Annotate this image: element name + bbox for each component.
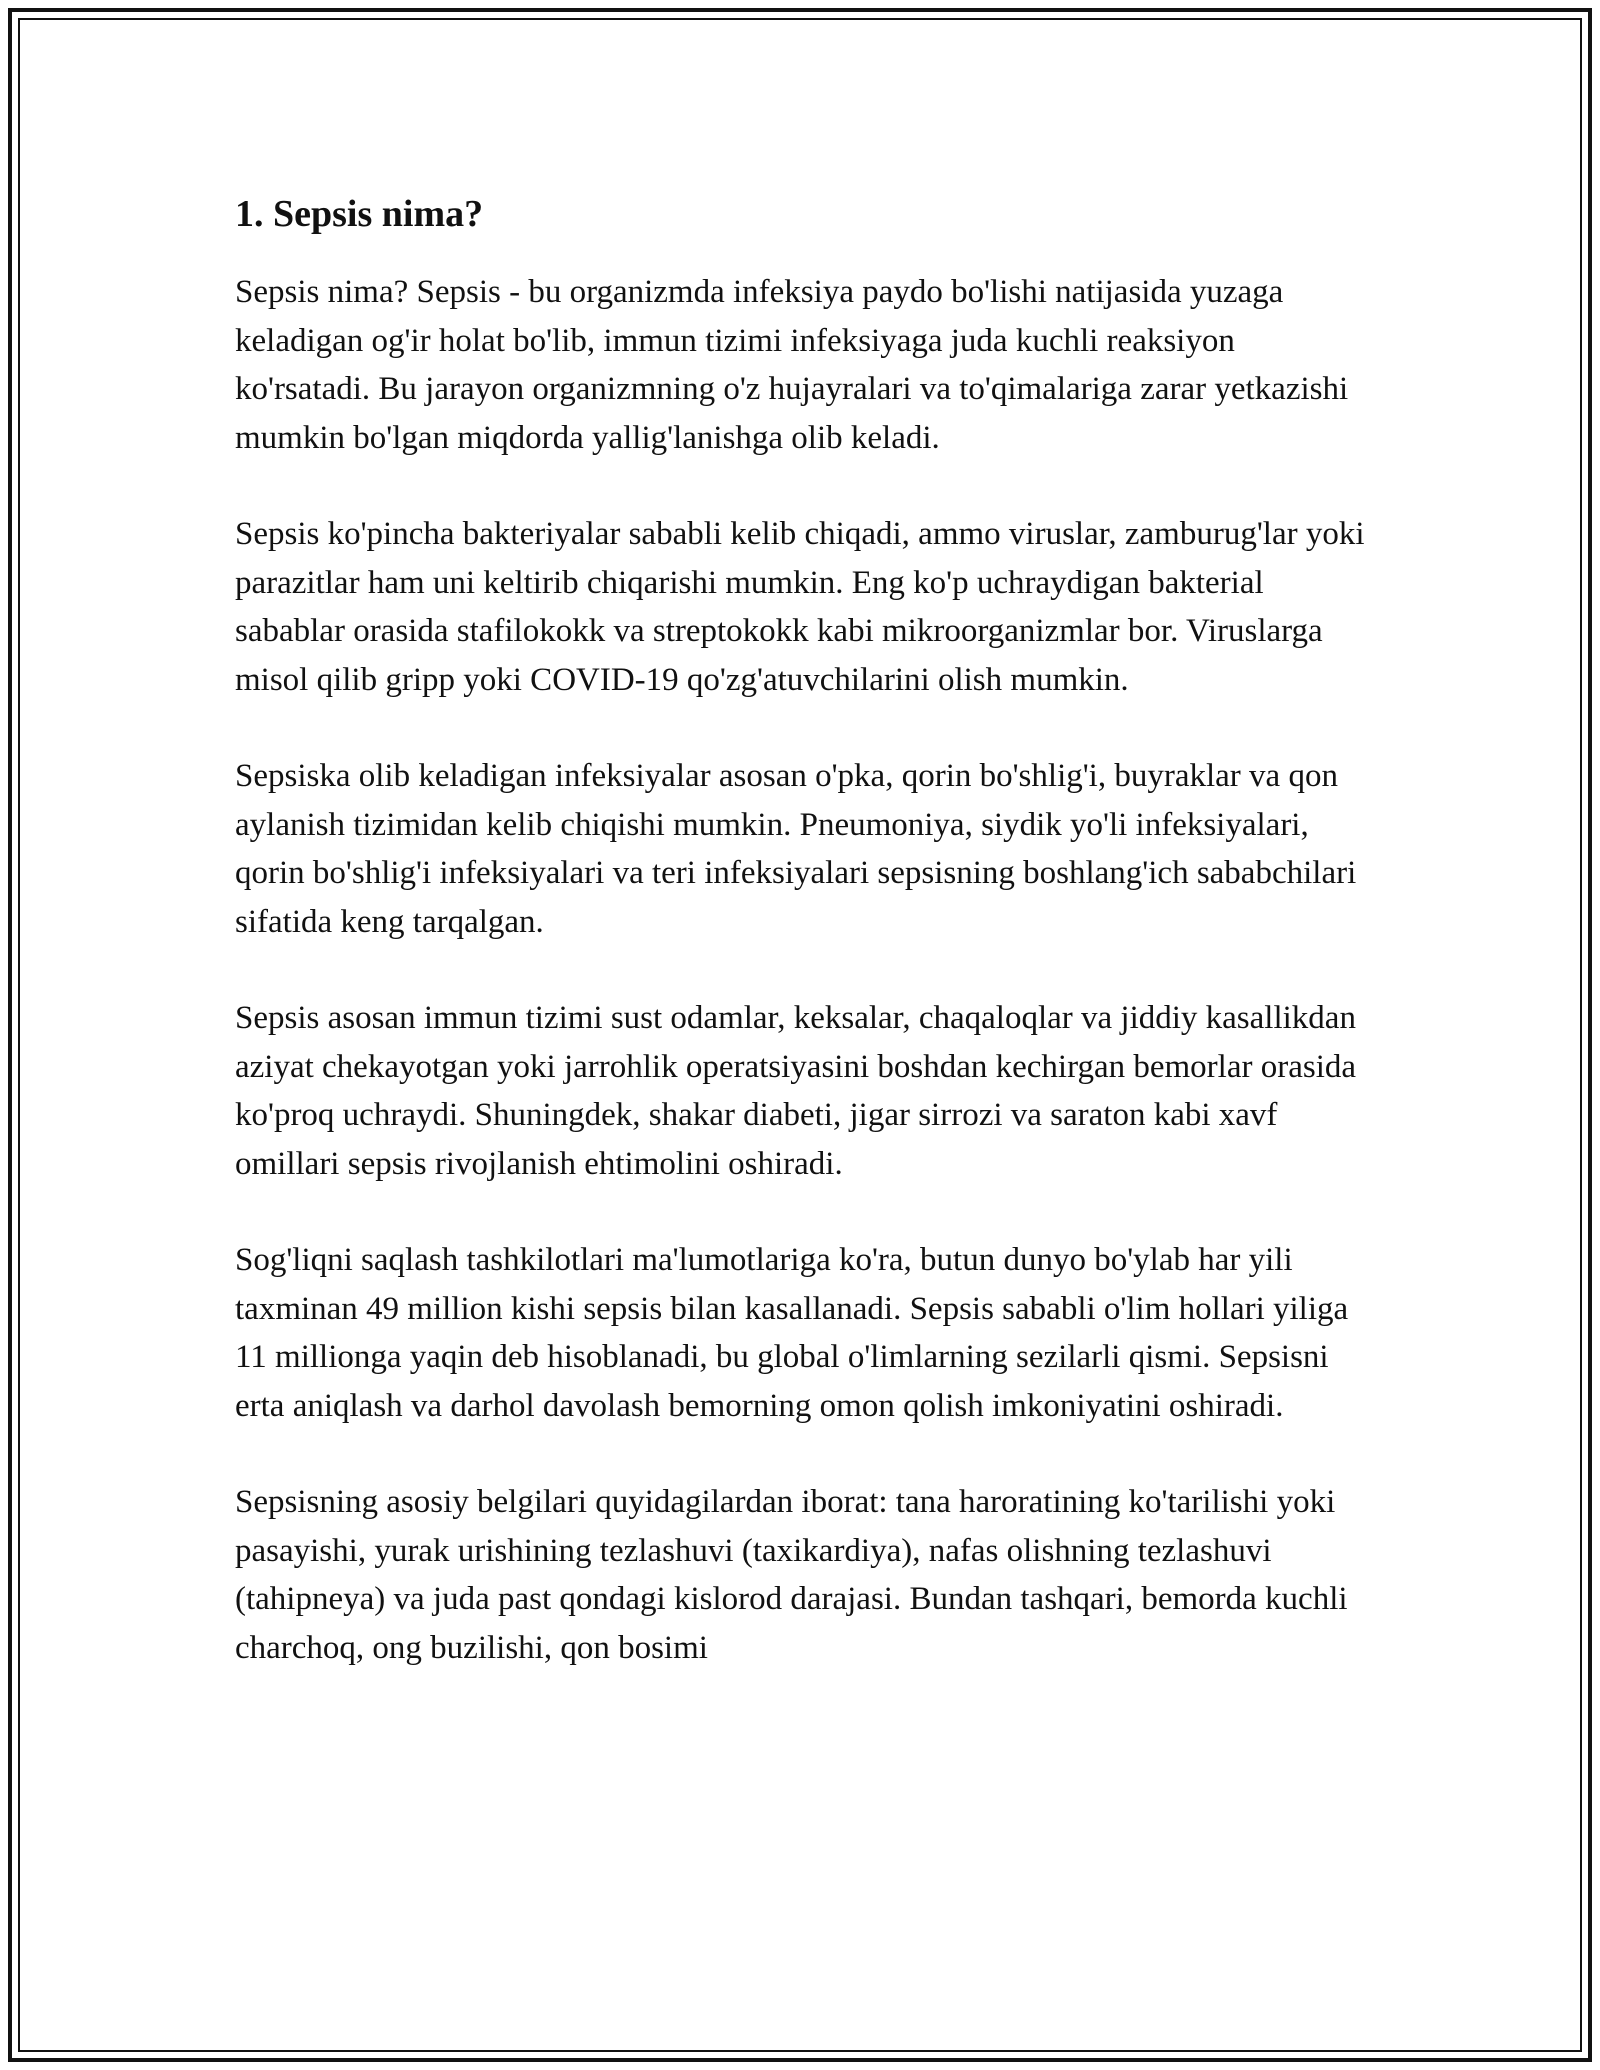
paragraph-causes: Sepsis ko'pincha bakteriyalar sababli kelib chiqadi, ammo viruslar, zamburug'lar yoki parazitlar ham uni keltirib chiqarishi mumkin. Eng ko'p uchraydigan bakterial sabablar orasida stafilokokk va streptokokk kabi mikroorganizmlar bor. Viruslarga misol qilib gripp yoki COVID-19 qo'zg'atuvchilarini olish mumkin. (235, 516, 1365, 698)
paragraph-infection-sources: Sepsiska olib keladigan infeksiyalar asosan o'pka, qorin bo'shlig'i, buyraklar va qon aylanish tizimidan kelib chiqishi mumkin. Pneumoniya, siydik yo'li infeksiyalari, qorin bo'shlig'i infeksiyalari va teri infeksiyalari sepsisning boshlang'ich sababchilari sifatida keng tarqalgan. (235, 758, 1357, 940)
document-body (235, 190, 1370, 1720)
paragraph-risk-groups: Sepsis asosan immun tizimi sust odamlar, keksalar, chaqaloqlar va jiddiy kasallikdan aziyat chekayotgan yoki jarrohlik operatsiyasini boshdan kechirgan bemorlar orasida ko'proq uchraydi. Shuningdek, shakar diabeti, jigar sirrozi va saraton kabi xavf omillari sepsis rivojlanish ehtimolini oshiradi. (235, 1000, 1357, 1182)
section-heading: 1. Sepsis nima? (235, 193, 484, 235)
paragraph-symptoms: Sepsisning asosiy belgilari quyidagilardan iborat: tana haroratining ko'tarilishi yoki pasayishi, yurak urishining tezlashuvi (taxikardiya), nafas olishning tezlashuvi (tahipneya) va juda past qondagi kislorod darajasi. Bundan tashqari, bemorda kuchli charchoq, ong buzilishi, qon bosimi (235, 1484, 1348, 1666)
paragraph-definition: Sepsis nima? Sepsis - bu organizmda infeksiya paydo bo'lishi natijasida yuzaga keladigan og'ir holat bo'lib, immun tizimi infeksiyaga juda kuchli reaksiyon ko'rsatadi. Bu jarayon organizmning o'z hujayralari va to'qimalariga zarar yetkazishi mumkin bo'lgan miqdorda yallig'lanishga olib keladi. (235, 274, 1349, 456)
paragraph-statistics: Sog'liqni saqlash tashkilotlari ma'lumotlariga ko'ra, butun dunyo bo'ylab har yili taxminan 49 million kishi sepsis bilan kasallanadi. Sepsis sababli o'lim hollari yiliga 11 millionga yaqin deb hisoblanadi, bu global o'limlarning sezilarli qismi. Sepsisni erta aniqlash va darhol davolash bemorning omon qolish imkoniyatini oshiradi. (235, 1242, 1349, 1424)
